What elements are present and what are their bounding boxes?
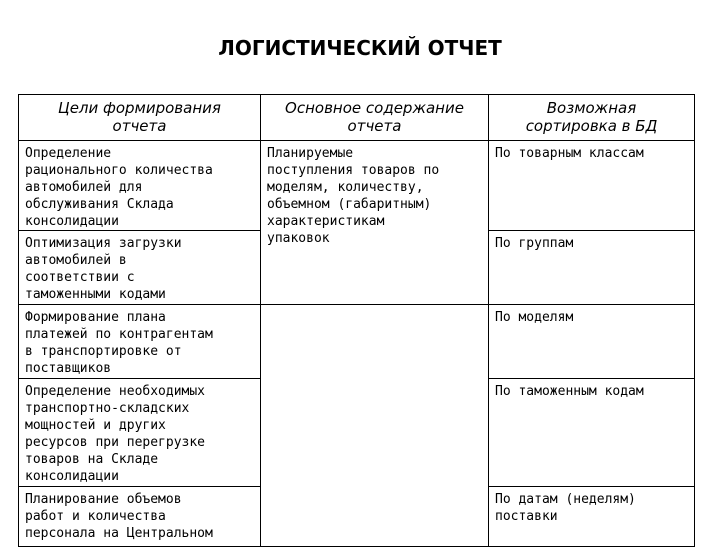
goal-text: Формирование плана платежей по контрагентам в транспортировке от поставщиков (25, 310, 213, 376)
header-sorting-label: Возможная сортировка в БД (525, 99, 658, 135)
sorting-cell (489, 231, 695, 305)
content-continuation-cell (261, 305, 489, 547)
goal-cell (19, 141, 261, 231)
header-sorting (489, 95, 695, 141)
sorting-cell (489, 141, 695, 231)
goal-text: Оптимизация загрузки автомобилей в соответствии с таможенными кодами (25, 236, 182, 302)
sorting-text: По датам (неделям) поставки (495, 492, 636, 524)
sorting-cell (489, 487, 695, 547)
header-content (261, 95, 489, 141)
table-row (19, 305, 695, 379)
content-cell (261, 141, 489, 305)
sorting-text: По товарным классам (495, 146, 644, 161)
sorting-text: По таможенным кодам (495, 384, 644, 399)
table-header-row (19, 95, 695, 141)
report-table (18, 94, 695, 547)
goal-text: Определение рационального количества автомобилей для обслуживания Склада консолидации (25, 146, 213, 229)
goal-cell (19, 487, 261, 547)
goal-text: Планирование объемов работ и количества персонала на Центральном (25, 492, 213, 541)
content-text: Планируемые поступления товаров по моделям, количеству, объемном (габаритным) характеристикам упаковок (267, 146, 440, 246)
header-content-label: Основное содержание отчета (285, 99, 464, 135)
sorting-text: По моделям (495, 310, 574, 325)
sorting-text: По группам (495, 236, 574, 251)
goal-cell (19, 231, 261, 305)
goal-text: Определение необходимых транспортно-складских мощностей и других ресурсов при перегрузке товаров на Складе консолидации (25, 384, 206, 484)
sorting-cell (489, 379, 695, 487)
goal-cell (19, 379, 261, 487)
header-goals-label: Цели формирования отчета (58, 99, 221, 135)
header-goals (19, 95, 261, 141)
table-row (19, 141, 695, 231)
sorting-cell (489, 305, 695, 379)
goal-cell (19, 305, 261, 379)
page-title: ЛОГИСТИЧЕСКИЙ ОТЧЕТ (218, 36, 502, 60)
